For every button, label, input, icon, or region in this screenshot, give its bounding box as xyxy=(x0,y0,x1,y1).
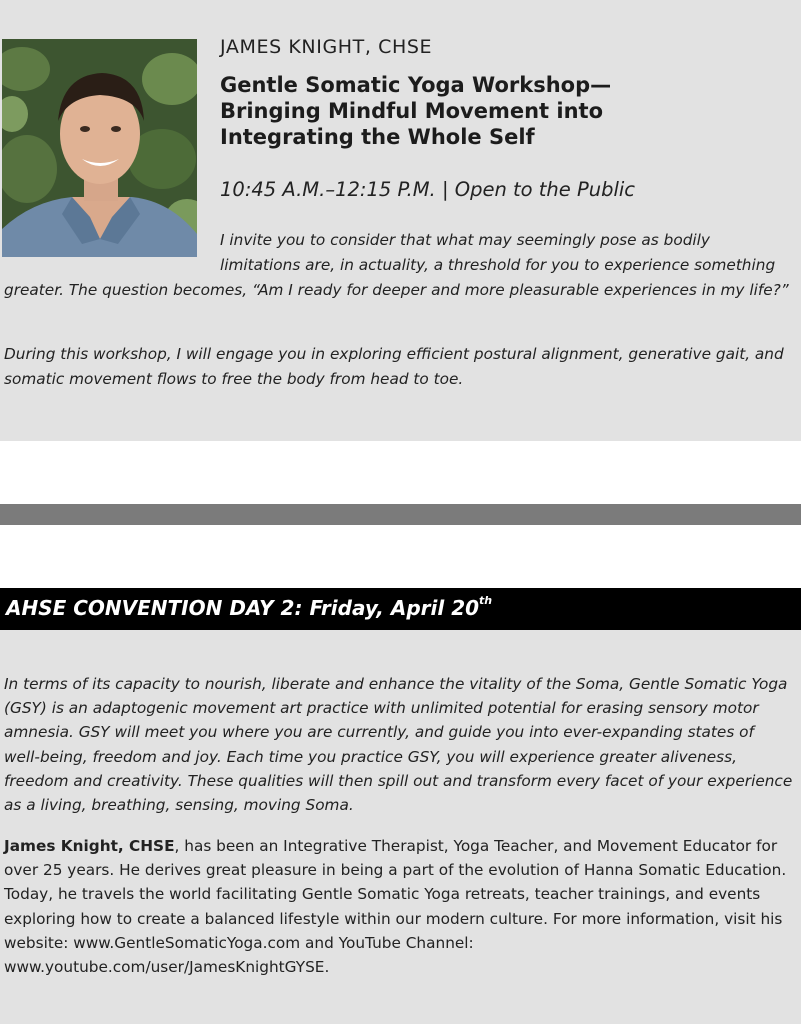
photo-wrap-spacer xyxy=(4,228,220,278)
presenter-name: JAMES KNIGHT, CHSE xyxy=(220,36,433,58)
presenter-photo xyxy=(2,39,197,257)
session-intro-text: I invite you to consider that what may seemingly pose as bodily limitations are, in actuality, a threshold for you to experience something greater. The question becomes, “Am I ready for deeper and more pleasurable experiences in my life?” xyxy=(4,231,789,299)
session-description: During this workshop, I will engage you in exploring efficient postural alignment, generative gait, and somatic movement flows to free the body from head to toe. xyxy=(4,345,784,388)
session-title-line: Gentle Somatic Yoga Workshop— xyxy=(220,73,612,97)
session-intro xyxy=(4,228,794,303)
section-divider xyxy=(0,504,801,525)
presenter-bio xyxy=(4,834,799,979)
day-banner-title xyxy=(6,596,492,620)
session-title-line: Bringing Mindful Movement into xyxy=(220,99,604,123)
bio-text: , has been an Integrative Therapist, Yoga Teacher, and Movement Educator for over 25 years. He derives great pleasure in being a part of the evolution of Hanna Somatic Education. Today, he travels the world facilitating Gentle Somatic Yoga retreats, teacher trainings, and events exploring how to create a balanced lifestyle within our modern culture. For more information, visit his website: www.GentleSomaticYoga.com and YouTube Channel: www.youtube.com/user/JamesKnightGYSE. xyxy=(4,837,787,977)
session-title xyxy=(220,72,780,150)
session-title-line: Integrating the Whole Self xyxy=(220,125,535,149)
day-banner-ordinal: th xyxy=(479,594,493,608)
day-banner xyxy=(0,588,801,630)
day-banner-text: AHSE CONVENTION DAY 2: Friday, April 20 xyxy=(6,596,480,620)
session-time: 10:45 A.M.–12:15 P.M. | Open to the Public xyxy=(220,178,636,201)
bio-name: James Knight, CHSE xyxy=(4,837,175,855)
presenter-portrait-image xyxy=(2,39,197,257)
gsy-description: In terms of its capacity to nourish, liberate and enhance the vitality of the Soma, Gentle Somatic Yoga (GSY) is an adaptogenic movement art practice with unlimited potential for erasing sensory motor amnesia. GSY will meet you where you are currently, and guide you into ever-expanding states of well-being, freedom and joy. Each time you practice GSY, you will experience greater aliveness, freedom and creativity. These qualities will then spill out and transform every facet of your experience as a living, breathing, sensing, moving Soma. xyxy=(4,675,793,815)
